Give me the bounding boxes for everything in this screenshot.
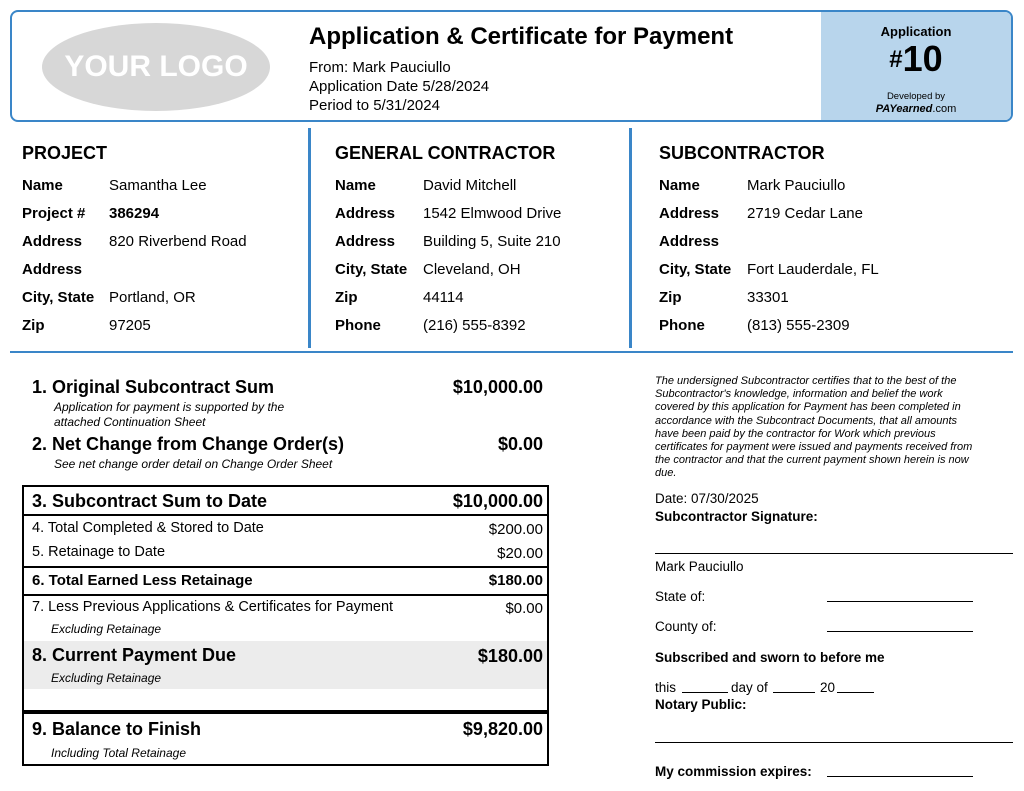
application-date: Application Date 5/28/2024	[309, 78, 490, 95]
line1-label: 1. Original Subcontract Sum	[32, 377, 275, 397]
line4-label: 4. Total Completed & Stored to Date	[32, 520, 264, 536]
signature-line[interactable]	[655, 553, 1013, 554]
line9-amount: $9,820.00	[462, 719, 543, 739]
sub-value: 2719 Cedar Lane	[747, 205, 863, 222]
brand-link[interactable]	[821, 103, 1011, 115]
project-value: Portland, OR	[109, 289, 196, 306]
period-to: Period to 5/31/2024	[309, 97, 440, 114]
line2-note: See net change order detail on Change Order Sheet	[54, 457, 333, 471]
line7-amount: $0.00	[505, 600, 543, 617]
signer-name: Mark Pauciullo	[655, 559, 744, 574]
project-value: Samantha Lee	[109, 177, 207, 194]
sub-label: Address	[659, 205, 720, 222]
gc-label: City, State	[335, 261, 408, 278]
line4-amount: $200.00	[488, 521, 543, 538]
project-number-value: 386294	[109, 205, 160, 222]
sub-label: Phone	[659, 317, 705, 334]
gc-section-title: GENERAL CONTRACTOR	[335, 143, 556, 163]
certification-date: Date: 07/30/2025	[655, 491, 759, 506]
line9-label: 9. Balance to Finish	[32, 719, 202, 739]
line8-amount: $180.00	[477, 646, 543, 666]
sub-label: City, State	[659, 261, 732, 278]
day-of-label: day of	[731, 680, 768, 695]
line8-label: 8. Current Payment Due	[32, 645, 237, 665]
this-word: this	[655, 680, 677, 695]
sub-value: 33301	[747, 289, 789, 306]
sub-label: Zip	[659, 289, 682, 306]
brand-suffix: .com	[932, 103, 957, 115]
line9-note: Including Total Retainage	[51, 746, 186, 760]
gc-value: (216) 555-8392	[423, 317, 526, 334]
summary-rule	[22, 514, 549, 516]
project-label: Zip	[22, 317, 45, 334]
developed-by-label: Developed by	[886, 91, 946, 102]
sworn-label: Subscribed and sworn to before me	[655, 650, 885, 665]
gc-value: 1542 Elmwood Drive	[423, 205, 562, 222]
state-field[interactable]	[827, 601, 973, 602]
column-divider	[308, 128, 311, 348]
line7-note: Excluding Retainage	[51, 622, 162, 636]
signature-label: Subcontractor Signature:	[655, 509, 818, 524]
county-field[interactable]	[827, 631, 973, 632]
line5-label: 5. Retainage to Date	[32, 544, 166, 560]
project-value: 97205	[109, 317, 151, 334]
brand-name: PAYearned	[875, 103, 933, 115]
application-number	[821, 38, 1011, 80]
document-title: Application & Certificate for Payment	[309, 23, 734, 50]
gc-value: 44114	[423, 289, 464, 306]
notary-label: Notary Public:	[655, 697, 747, 712]
summary-rule	[22, 594, 549, 596]
gc-value: Cleveland, OH	[423, 261, 521, 278]
notary-signature-line[interactable]	[655, 742, 1013, 743]
project-label: Address	[22, 261, 83, 278]
gc-label: Phone	[335, 317, 381, 334]
gc-label: Address	[335, 205, 396, 222]
project-value: 820 Riverbend Road	[109, 233, 247, 250]
logo-text: YOUR LOGO	[64, 50, 248, 83]
line1-amount: $10,000.00	[452, 377, 543, 397]
certification-statement: The undersigned Subcontractor certifies that to the best of the Subcontractor's knowledge, information and belief the work covered by this application for Payment has been completed in accordance with the Subcontract Documents, that all amounts have been paid by the contractor for Work which previous certificates for payment were issued and payments received from the contractor and that the current payment shown herein is now due.	[655, 375, 973, 480]
project-label: Project #	[22, 205, 86, 222]
line5-amount: $20.00	[497, 545, 543, 562]
line6-amount: $180.00	[488, 572, 543, 589]
line3-label: 3. Subcontract Sum to Date	[32, 491, 268, 511]
gc-label: Address	[335, 233, 396, 250]
project-section-title: PROJECT	[22, 143, 108, 163]
gc-value: Building 5, Suite 210	[423, 233, 561, 250]
project-label: Name	[22, 177, 63, 194]
year-prefix: 20	[820, 680, 836, 695]
month-field[interactable]	[773, 692, 815, 693]
sub-value: Mark Pauciullo	[747, 177, 846, 194]
line3-amount: $10,000.00	[452, 491, 543, 511]
project-label: Address	[22, 233, 83, 250]
year-field[interactable]	[837, 692, 874, 693]
commission-field[interactable]	[827, 776, 973, 777]
gc-value: David Mitchell	[423, 177, 517, 194]
application-number-value: 10	[902, 38, 943, 79]
company-logo-placeholder	[42, 23, 270, 111]
sub-label: Name	[659, 177, 700, 194]
hash-symbol: #	[889, 46, 903, 73]
application-label: Application	[880, 24, 952, 39]
column-divider	[629, 128, 632, 348]
line7-label: 7. Less Previous Applications & Certificates for Payment	[32, 599, 394, 615]
county-label: County of:	[655, 619, 717, 634]
commission-label: My commission expires:	[655, 764, 812, 779]
line2-label: 2. Net Change from Change Order(s)	[32, 434, 345, 454]
project-label: City, State	[22, 289, 95, 306]
line1-note: attached Continuation Sheet	[54, 415, 206, 429]
day-field[interactable]	[682, 692, 728, 693]
application-number-box	[821, 12, 1011, 120]
state-label: State of:	[655, 589, 706, 604]
sub-label: Address	[659, 233, 720, 250]
sub-value: (813) 555-2309	[747, 317, 850, 334]
gc-label: Zip	[335, 289, 358, 306]
sub-section-title: SUBCONTRACTOR	[659, 143, 825, 163]
summary-rule	[22, 566, 549, 568]
from-line: From: Mark Pauciullo	[309, 59, 451, 76]
line6-label: 6. Total Earned Less Retainage	[32, 572, 253, 589]
section-divider	[10, 351, 1013, 353]
document-header	[10, 10, 1013, 122]
line1-note: Application for payment is supported by the	[54, 400, 285, 414]
gc-label: Name	[335, 177, 376, 194]
line2-amount: $0.00	[497, 434, 543, 454]
line8-note: Excluding Retainage	[51, 671, 162, 685]
sub-value: Fort Lauderdale, FL	[747, 261, 879, 278]
